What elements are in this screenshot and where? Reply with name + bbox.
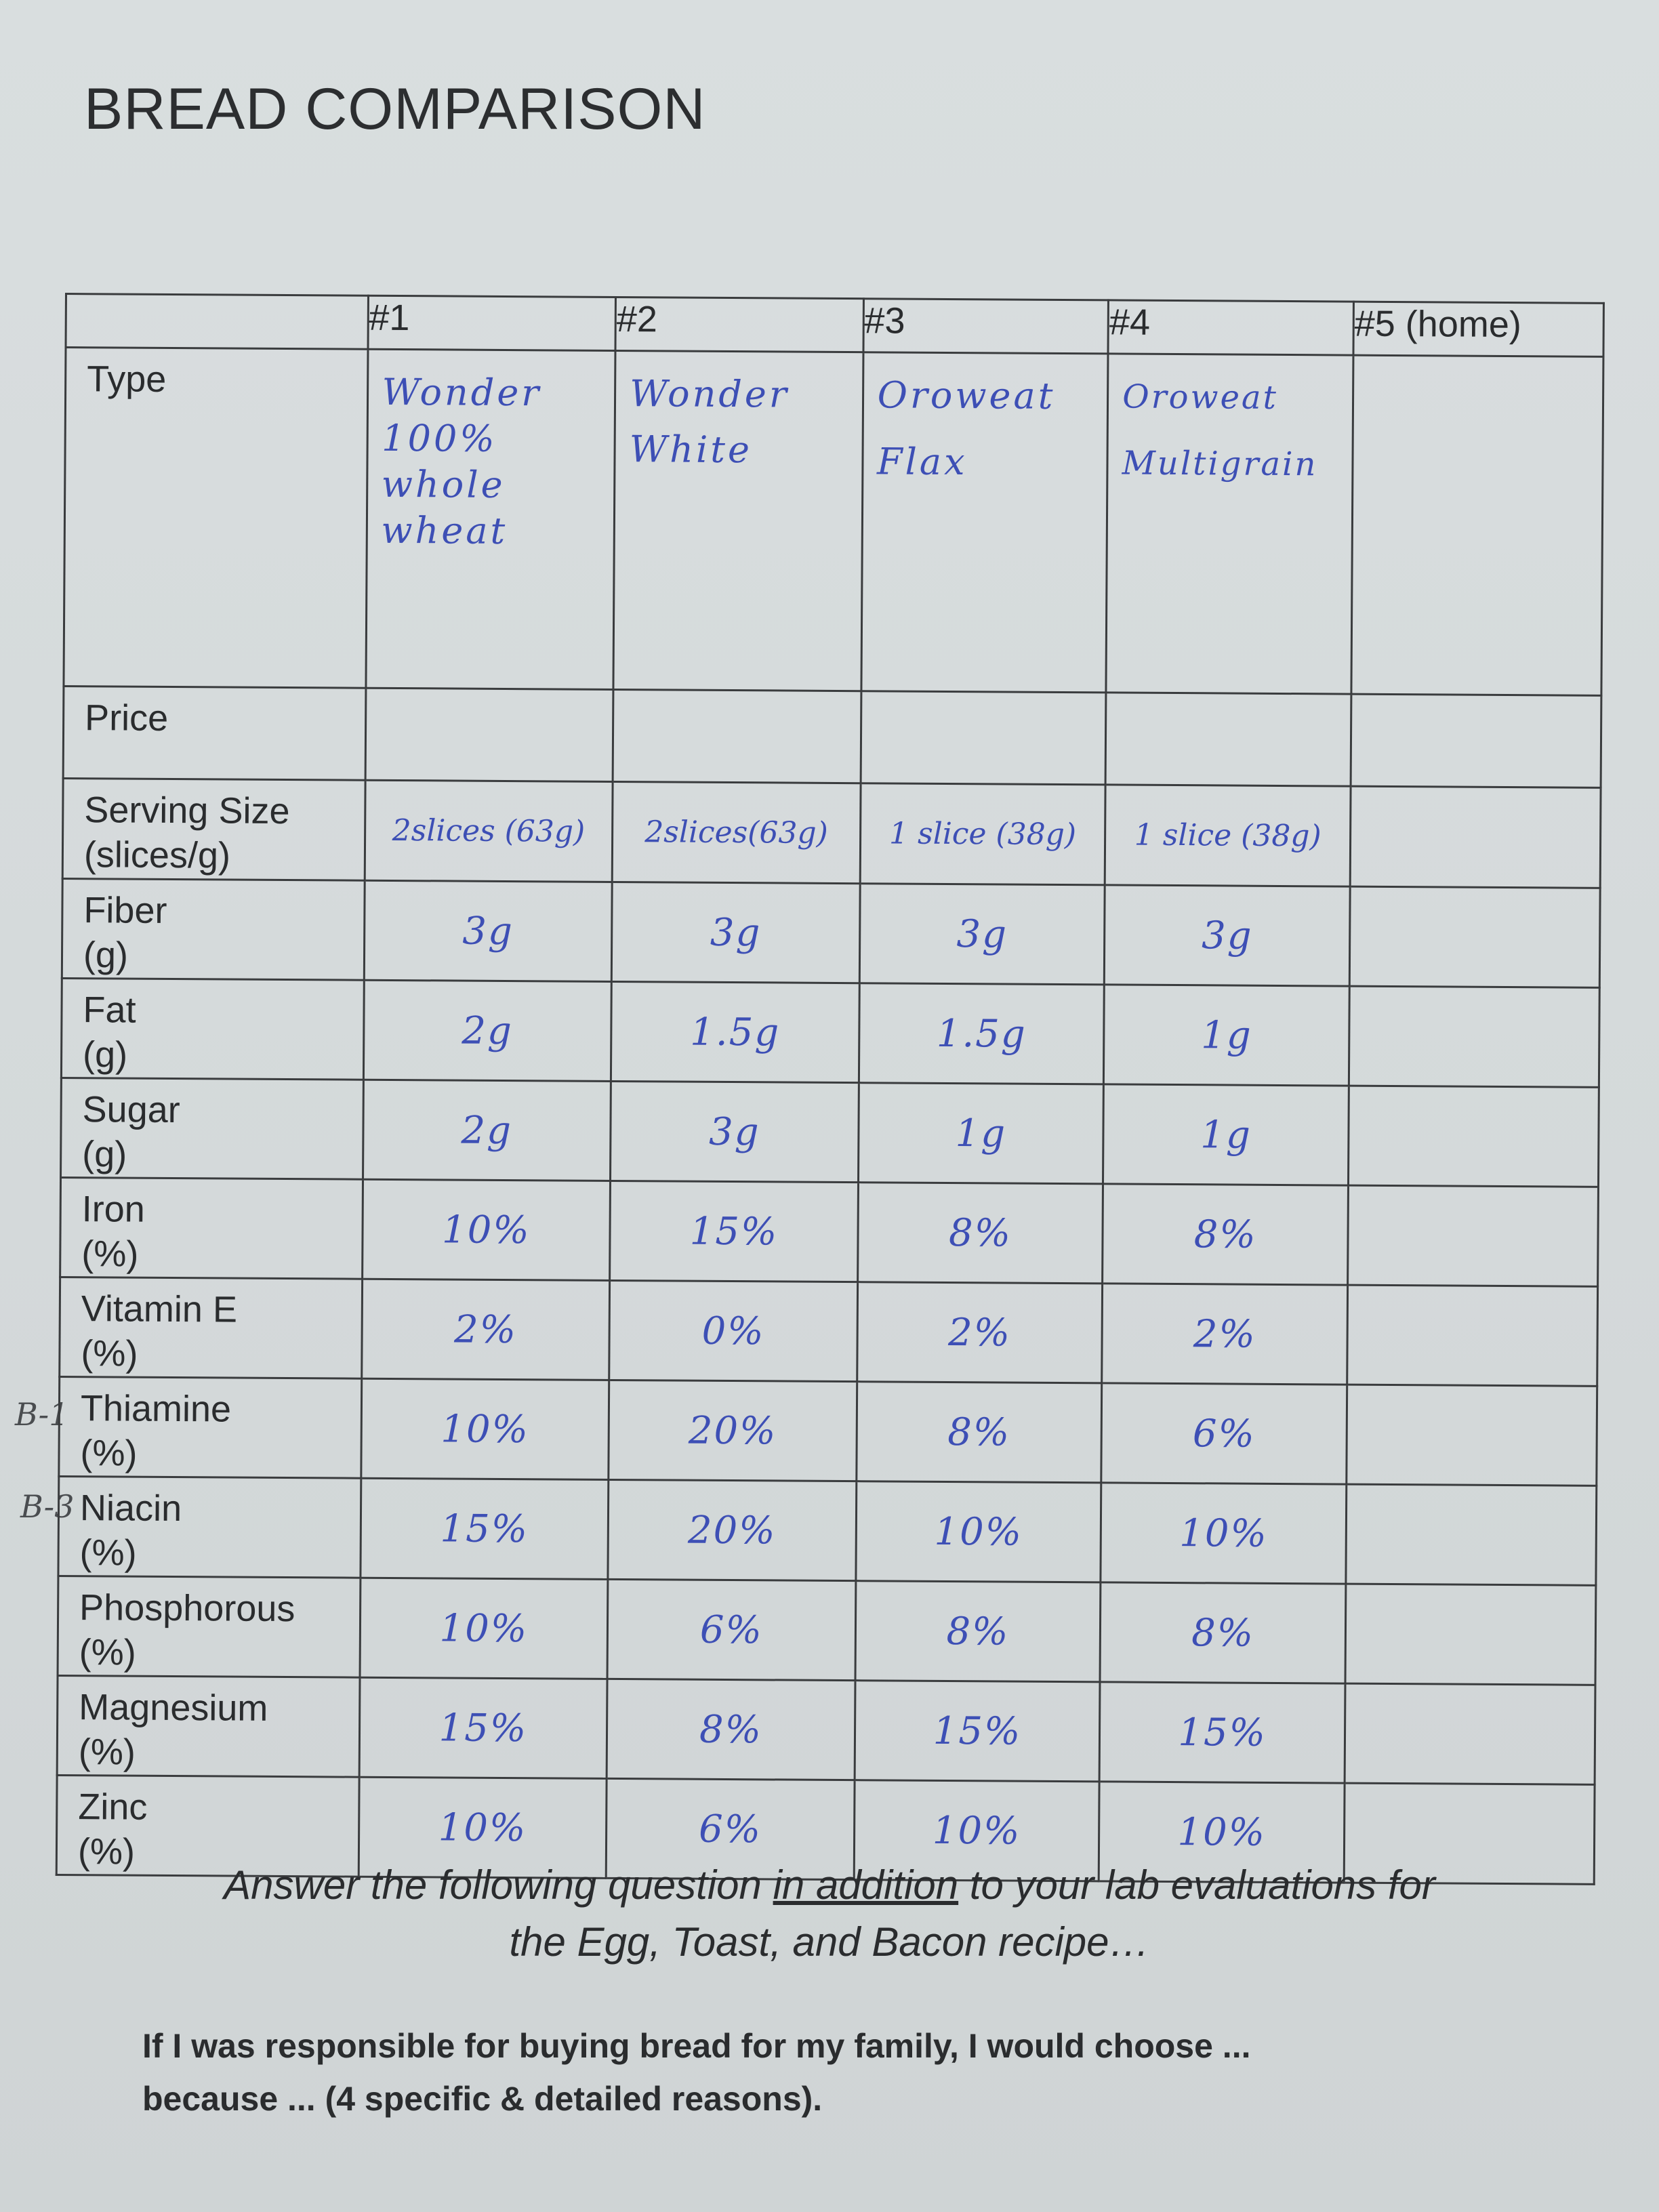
question-line-2: because ... (4 specific & detailed reasons). [142,2080,823,2118]
value-cell [1348,1185,1599,1286]
value-cell: 1g [858,1083,1104,1184]
value-cell: 20% [608,1479,856,1580]
header-cell-1: #1 [368,295,616,350]
value-cell: 8% [855,1581,1101,1682]
value-cell [1349,886,1600,987]
instructions-part2: to your lab evaluations for [958,1862,1435,1908]
type-cell-2 [613,350,863,691]
header-cell-2: #2 [615,297,863,352]
value-cell: 6% [607,1579,855,1680]
value-cell: 10% [360,1578,608,1679]
table-row [60,1277,1598,1386]
value-cell [1348,1086,1599,1187]
type-line: whole [381,462,506,506]
question-line-1: If I was responsible for buying bread for my family, I would choose ... [142,2027,1251,2065]
value-cell [365,688,613,781]
row-label: Fiber (g) [62,878,364,980]
value-cell: 10% [359,1777,607,1878]
value-cell [1347,1285,1598,1386]
value-cell: 3g [611,1081,859,1182]
value-cell: 15% [855,1681,1101,1782]
row-label: Niacin (%) [58,1476,361,1578]
value-cell [1345,1584,1596,1685]
type-cell-3 [861,352,1109,693]
value-cell [613,689,861,783]
type-cell-4 [1106,354,1353,694]
value-cell [1345,1683,1595,1784]
header-cell-3: #3 [863,299,1109,354]
table-row [58,1476,1597,1585]
header-cell-empty [66,294,368,350]
value-cell [1105,693,1351,786]
header-cell-4: #4 [1108,300,1353,355]
type-line: Wonder [382,370,542,415]
value-cell: 1g [1103,1084,1349,1185]
table-row [62,878,1600,987]
value-cell: 6% [1101,1383,1347,1484]
type-line: White [629,428,753,472]
table-row [61,1078,1599,1187]
row-label: Serving Size (slices/g) [62,778,365,880]
value-cell: 8% [1100,1582,1346,1683]
value-cell: 15% [610,1181,858,1282]
value-cell: 3g [364,880,612,981]
type-line: Oroweat [1122,377,1279,417]
value-cell: 2% [857,1282,1103,1383]
type-line: 100% [382,416,497,460]
value-cell: 1.5g [859,983,1105,1084]
value-cell: 1 slice (38g) [1105,785,1351,886]
row-label: Price [63,686,365,780]
row-label: Phosphorous (%) [58,1576,360,1677]
bread-comparison-table [56,293,1605,1885]
header-cell-5: #5 (home) [1353,302,1604,356]
value-cell: 20% [609,1380,857,1481]
instructions-part1: Answer the following question [224,1862,773,1908]
value-cell: 3g [1105,885,1351,986]
type-line: Flax [876,440,968,484]
row-label: Iron (%) [60,1177,363,1279]
value-cell: 10% [1101,1483,1347,1584]
question-prompt [142,2020,1565,2125]
row-label: Fat (g) [61,978,363,1080]
row-label: Vitamin E (%) [60,1277,362,1378]
row-label-type: Type [64,348,368,689]
value-cell [1351,694,1601,787]
value-cell: 2g [363,1080,611,1181]
value-cell: 10% [361,1378,609,1479]
value-cell: 15% [359,1677,607,1778]
value-cell: 10% [1099,1782,1345,1883]
type-row [64,348,1603,696]
value-cell: 8% [1103,1184,1349,1285]
table-row [62,778,1601,888]
value-cell: 15% [360,1478,608,1579]
row-label: Thiamine (%) [59,1376,361,1478]
value-cell: 10% [856,1481,1102,1582]
instructions-line-1 [0,1857,1659,1914]
value-cell: 0% [609,1280,857,1381]
type-line: Oroweat [877,373,1056,417]
value-cell: 10% [362,1179,610,1280]
instructions-underlined: in addition [773,1862,959,1908]
value-cell: 2% [361,1279,609,1380]
row-label: Zinc (%) [56,1775,359,1877]
value-cell: 8% [607,1679,855,1780]
header-row [66,294,1603,357]
table-row [58,1576,1596,1685]
value-cell: 8% [857,1183,1103,1284]
value-cell: 8% [856,1382,1102,1483]
value-cell: 3g [611,882,859,983]
table-row [59,1376,1597,1486]
value-cell [1349,986,1599,1087]
value-cell: 15% [1099,1682,1345,1783]
value-cell [861,691,1106,785]
value-cell: 1 slice (38g) [860,783,1106,885]
row-label: Sugar (g) [61,1078,363,1179]
type-cell-1 [365,349,615,689]
instructions [0,1857,1659,1971]
value-cell: 6% [606,1778,854,1879]
margin-note-b3: B-3 [20,1488,75,1525]
value-cell [1346,1484,1597,1585]
page-title: BREAD COMPARISON [84,77,706,142]
table-row [57,1675,1595,1784]
type-cell-5 [1351,355,1603,695]
value-cell: 2slices (63g) [365,780,613,882]
instructions-line-2: the Egg, Toast, and Bacon recipe… [509,1919,1150,1965]
value-cell: 1g [1104,985,1350,1086]
value-cell [1347,1385,1597,1486]
type-line: Multigrain [1122,444,1318,484]
value-cell: 1.5g [611,981,859,1082]
table-row [61,978,1599,1087]
margin-note-b1: B-1 [15,1396,69,1433]
table-row [63,686,1601,787]
table-row [60,1177,1599,1286]
value-cell: 2slices(63g) [612,781,860,883]
value-cell: 10% [854,1780,1100,1881]
value-cell: 2g [363,980,611,1081]
value-cell: 2% [1102,1284,1348,1385]
value-cell [1350,786,1601,888]
value-cell: 3g [859,884,1105,985]
type-line: wheat [381,508,508,552]
row-label: Magnesium (%) [57,1675,359,1777]
type-line: Wonder [630,372,790,416]
